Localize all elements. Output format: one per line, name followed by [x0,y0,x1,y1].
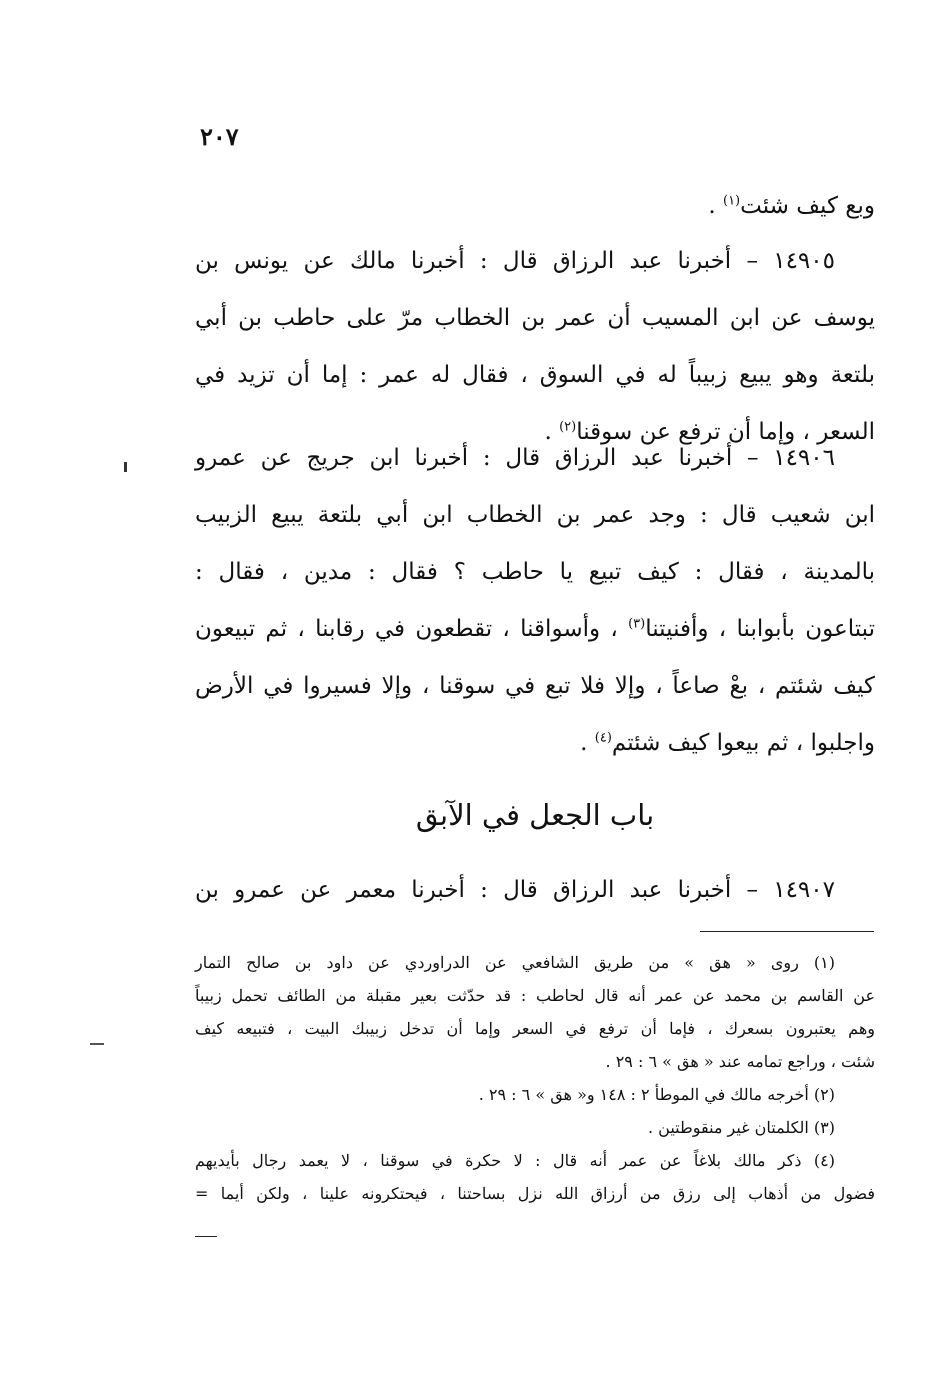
margin-mark [90,1043,104,1045]
text-line: ١٤٩٠٥ – أخبرنا عبد الرزاق قال : أخبرنا مالك عن يونس بن [195,248,835,274]
footnote-line: شئت ، وراجع تمامه عند « هق » ٦ : ٢٩ . [605,1052,875,1071]
text-line: تبتاعون بأبوابنا ، وأفنيتنا$^{(٣)}$ ، وأسواقنا ، تقطعون في رقابنا ، ثم تبيعون [195,616,875,642]
footnote-line: فضول من أذهاب إلى رزق من أرزاق الله نزل بساحتنا ، فيحتكرونه علينا ، ولكن أيما = [195,1184,875,1203]
footnote-ref: (٣) [628,616,646,632]
footnote-ref: (٤) [594,730,612,746]
paragraph-continuation [195,178,875,235]
text-line: ابن شعيب قال : وجد عمر بن الخطاب ابن أبي بلتعة يبيع الزبيب [195,502,875,528]
text-line: ١٤٩٠٧ – أخبرنا عبد الرزاق قال : أخبرنا معمر عن عمرو بن [195,877,835,903]
footnote-line: (٤) ذكر مالك بلاغاً عن عمر أنه قال : لا حكرة في سوقنا ، لا يعمد رجال بأيديهم [195,1151,835,1170]
chapter-heading: باب الجعل في الآبق [415,798,655,832]
text-line: ١٤٩٠٦ – أخبرنا عبد الرزاق قال : أخبرنا ابن جريج عن عمرو [195,445,835,471]
text-line: واجلبوا ، ثم بيعوا كيف شئتم$^{(٤)}$ . [580,730,875,756]
footnote-ref: (٢) [559,419,577,435]
footnote-ref: (١) [722,193,741,209]
footnote-line: عن القاسم بن محمد عن عمر أنه قال لحاطب : قد حدّثت بعير مقبلة من الطائف تحمل زبيباً [195,986,875,1005]
hadith-14906 [195,430,875,772]
text-line: بلتعة وهو يبيع زبيباً له في السوق ، فقال له عمر : إما أن تزيد في [195,362,875,388]
text-line: يوسف عن ابن المسيب أن عمر بن الخطاب مرّ على حاطب بن أبي [195,305,875,331]
text-line: وبع كيف شئت$^{(١)}$ . [708,193,875,219]
footnotes [195,946,875,1210]
text-line: السعر ، وإما أن ترفع عن سوقنا$^{(٢)}$ . [544,419,875,445]
footnote-line: (١) روى « هق » من طريق الشافعي عن الدراوردي عن داود بن صالح التمار [195,953,835,972]
text-line: بالمدينة ، فقال : كيف تبيع يا حاطب ؟ فقال : مدين ، فقال : [195,559,875,585]
footnote-line: وهم يعتبرون بسعرك ، فإما أن ترفع في السعر وإما أن تدخل زبيبك البيت ، فتبيعه كيف [195,1019,875,1038]
page-number: ٢٠٧ [200,122,239,151]
text-line: كيف شئتم ، بعْ صاعاً ، وإلا فلا تبع في سوقنا ، وإلا فسيروا في الأرض [195,673,875,699]
footnote-separator [700,931,874,932]
footnote-line: (٣) الكلمتان غير منقوطتين . [647,1118,835,1137]
footnote-line: (٢) أخرجه مالك في الموطأ ٢ : ١٤٨ و« هق » ٦ : ٢٩ . [478,1085,835,1104]
hadith-14907 [195,862,875,919]
continuation-rule [195,1236,217,1237]
margin-mark [124,462,127,472]
hadith-14905 [195,233,875,461]
